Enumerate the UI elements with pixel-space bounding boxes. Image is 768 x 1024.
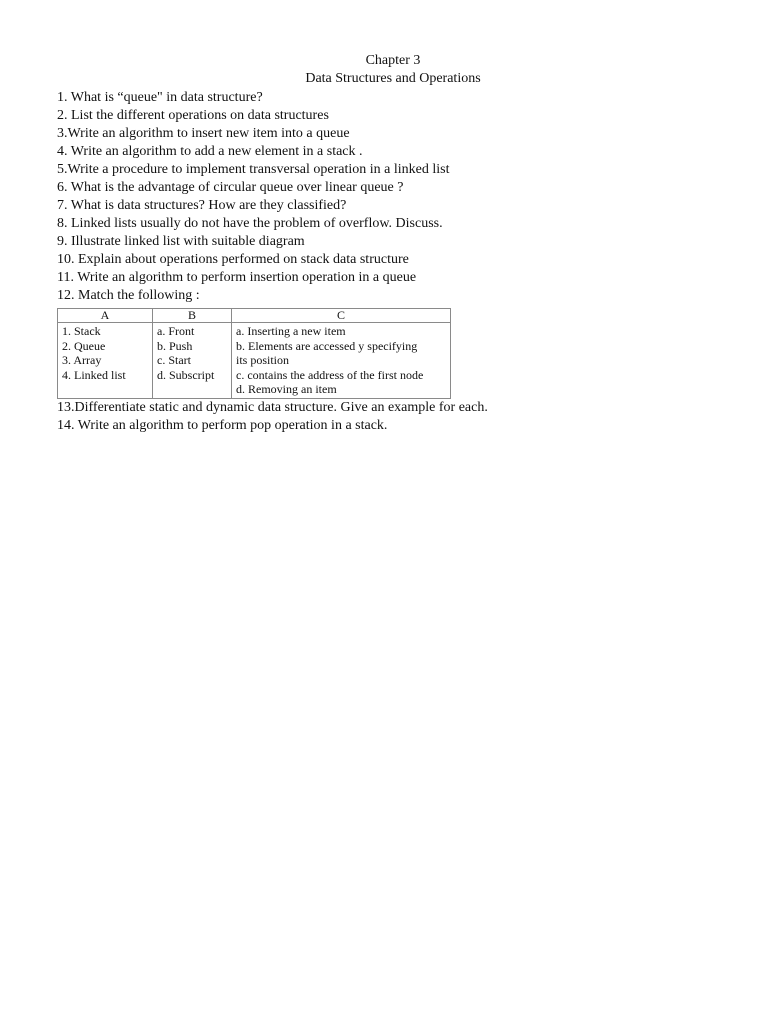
question-7: 7. What is data structures? How are they classified? [57,198,347,213]
question-9: 9. Illustrate linked list with suitable diagram [57,234,305,249]
question-12: 12. Match the following : [57,288,200,303]
column-b-item: d. Subscript [157,367,215,382]
column-a-item: 1. Stack [62,324,101,338]
question-3: 3.Write an algorithm to insert new item into a queue [57,126,350,141]
question-8: 8. Linked lists usually do not have the problem of overflow. Discuss. [57,216,443,231]
question-10: 10. Explain about operations performed on stack data structure [57,252,409,267]
chapter-title: Chapter 3 [365,53,421,68]
question-5: 5.Write a procedure to implement transversal operation in a linked list [57,162,450,177]
chapter-subtitle: Data Structures and Operations [305,71,481,86]
column-a-item: 3. Array [62,353,102,367]
column-c-item: d. Removing an item [236,382,337,396]
question-4: 4. Write an algorithm to add a new element in a stack . [57,144,363,159]
column-c-item: its position [236,353,290,367]
column-a-item: 2. Queue [62,338,106,353]
question-11: 11. Write an algorithm to perform insertion operation in a queue [57,270,417,285]
question-2: 2. List the different operations on data structures [57,108,329,123]
header-c: C [232,309,451,323]
column-c-item: b. Elements are accessed y specifying [236,338,418,353]
match-table-header-row [58,309,451,323]
question-14: 14. Write an algorithm to perform pop operation in a stack. [57,418,388,433]
header-b: B [153,309,232,323]
header-a: A [58,309,153,323]
match-table [57,308,451,399]
question-13: 13.Differentiate static and dynamic data structure. Give an example for each. [57,400,488,415]
column-b-cell [153,323,232,399]
column-a-item: 4. Linked list [62,367,126,382]
column-c-cell [232,323,451,399]
question-1: 1. What is “queue" in data structure? [57,90,263,105]
question-6: 6. What is the advantage of circular queue over linear queue ? [57,180,404,195]
column-b-item: b. Push [157,338,193,353]
column-a-cell [58,323,153,399]
column-b-item: c. Start [157,353,191,367]
column-c-item: c. contains the address of the first node [236,367,424,382]
column-c-item: a. Inserting a new item [236,324,346,338]
match-table-body-row [58,323,451,399]
column-b-item: a. Front [157,324,195,338]
